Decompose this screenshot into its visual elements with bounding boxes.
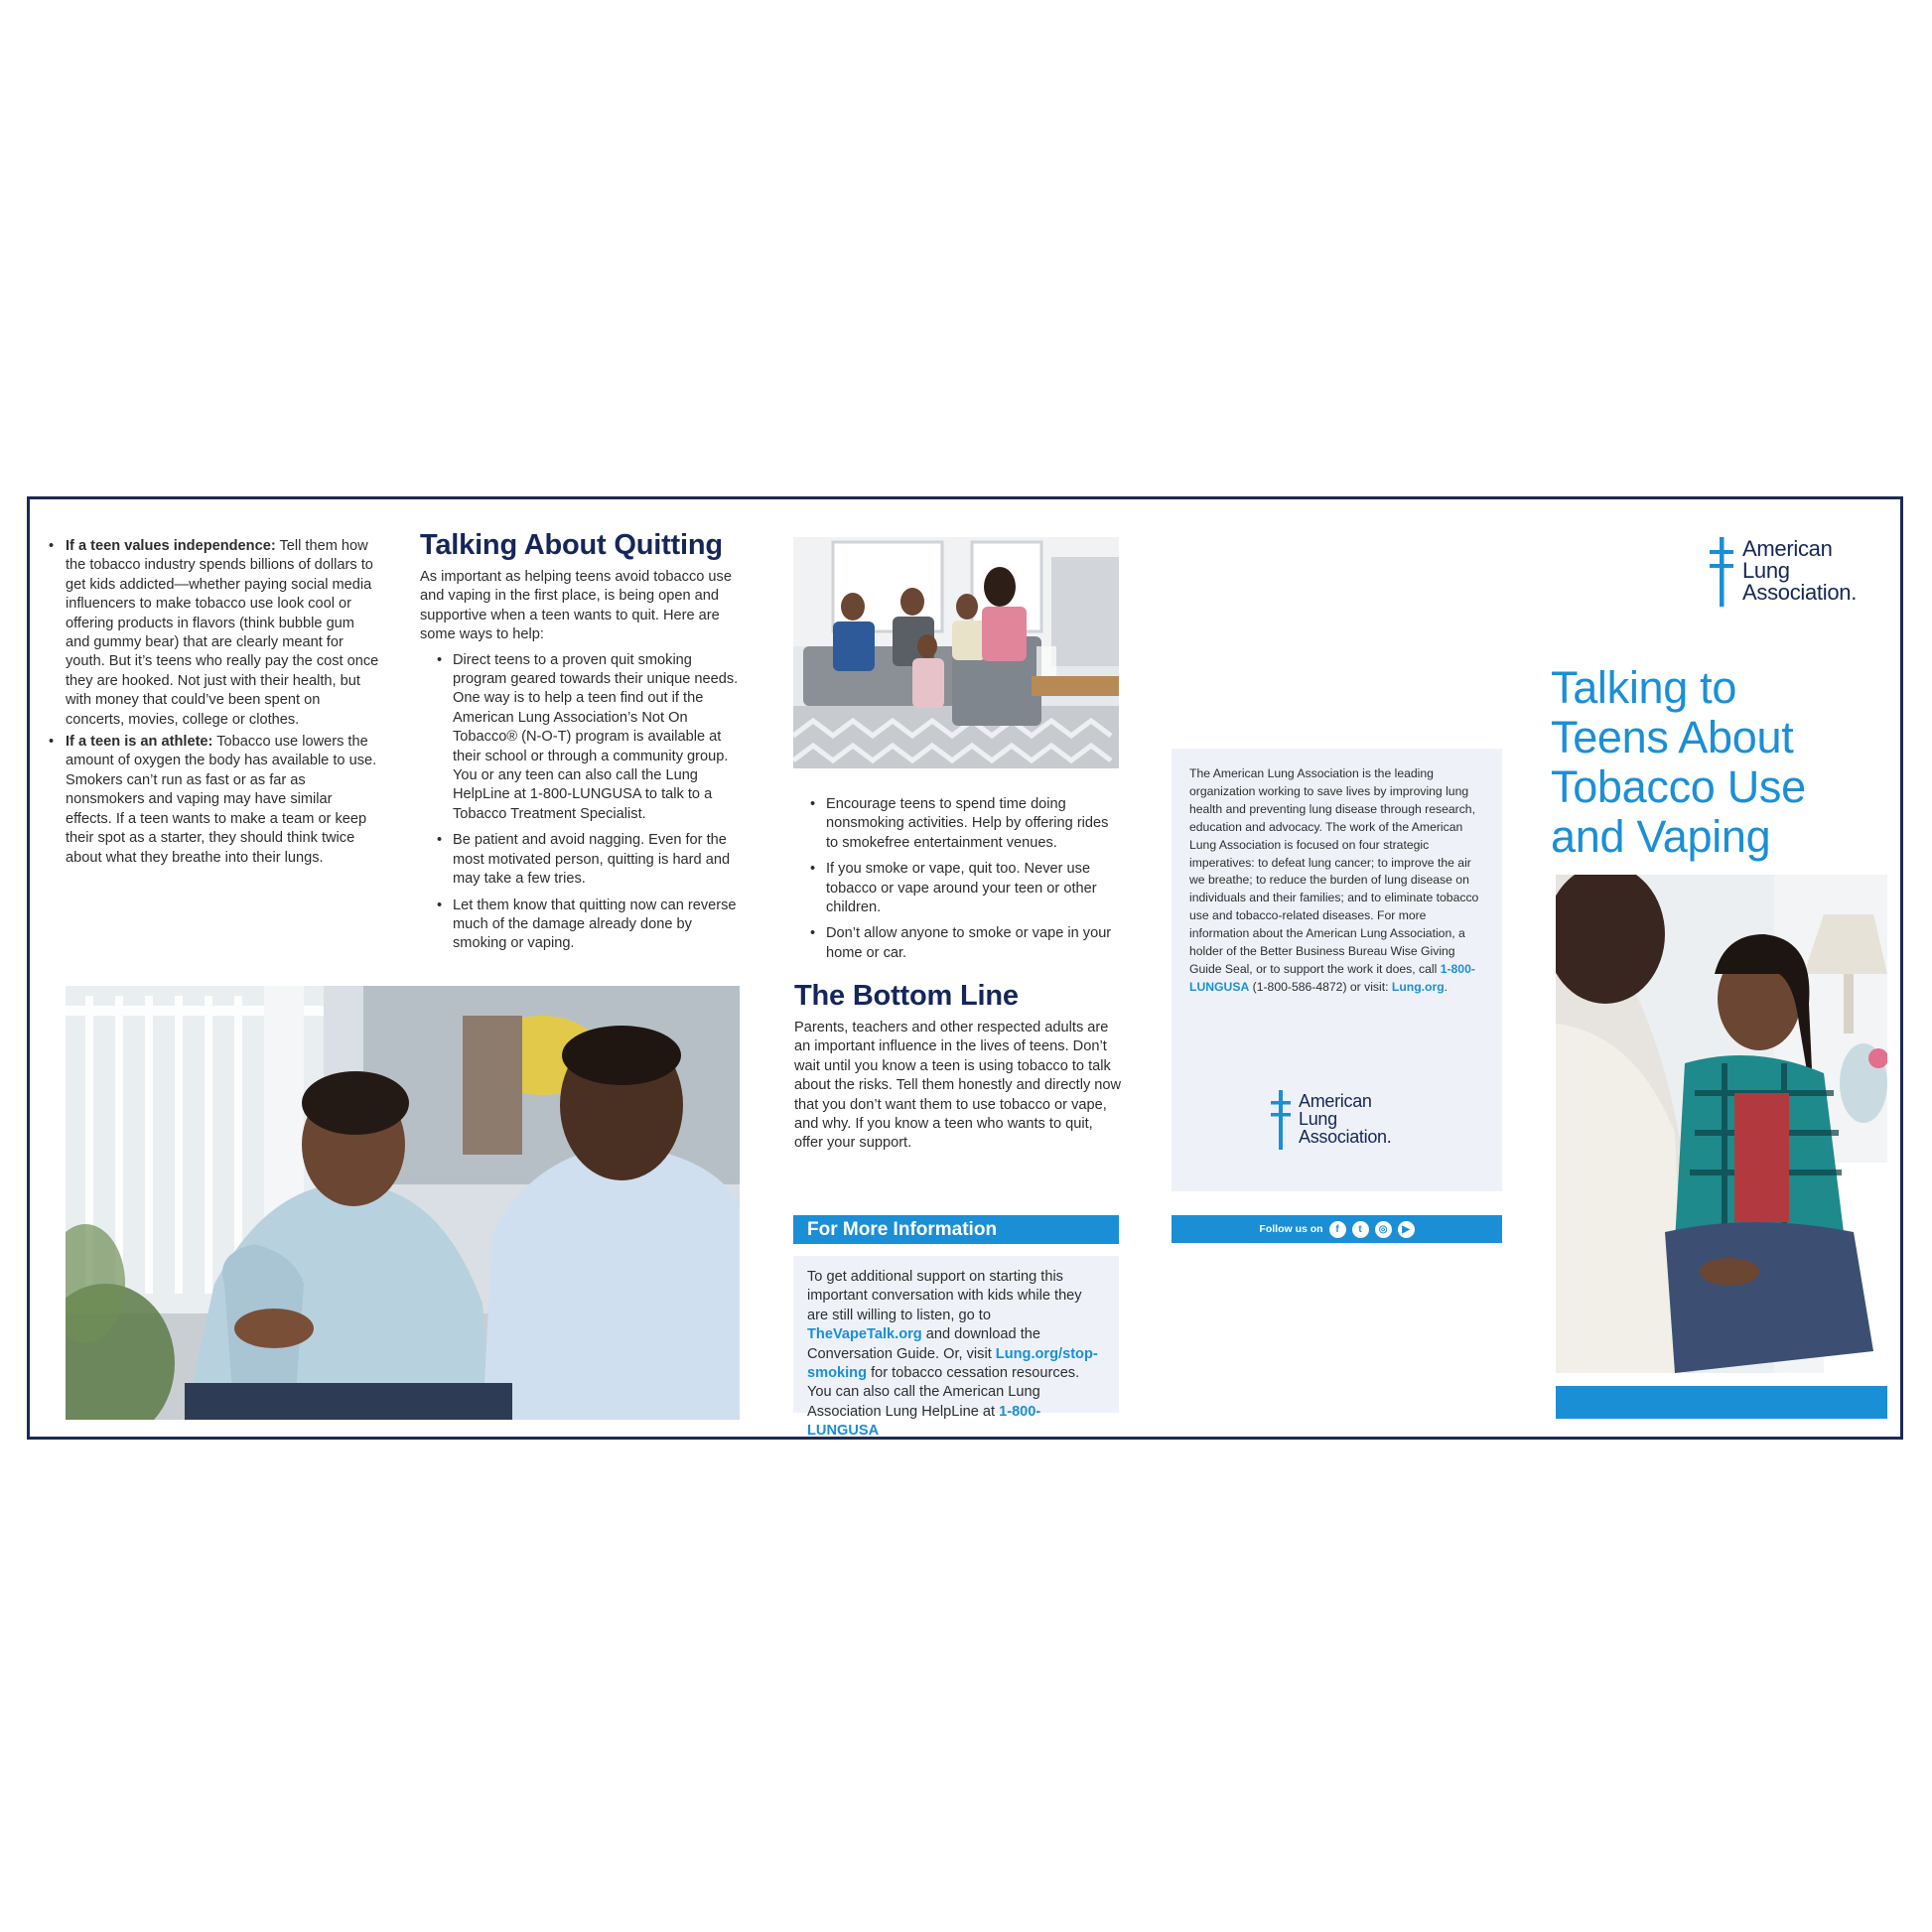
- bottom-line-text: Parents, teachers and other respected adults are an important influence in the lives of teens. Don’t wait until you know a teen is using tobacco to talk about the risks. Tell them honestly and directly now that you don’t want them to use tobacco or vape, and why. If you know a teen who wants to quit, offer your support.: [794, 1020, 1122, 1152]
- quitting-list: [420, 651, 748, 954]
- cover-logo: [1708, 537, 1886, 607]
- bullet-lead: If a teen is an athlete:: [66, 734, 213, 751]
- vapetalk-link[interactable]: TheVapeTalk.org: [807, 1326, 922, 1343]
- cover-title-line: and Vaping: [1551, 811, 1771, 862]
- tips-list: [52, 537, 379, 868]
- follow-us-bar: [1172, 1215, 1502, 1243]
- more-info-text: and download the Conversation Guide. Or, visit: [807, 1326, 1040, 1362]
- list-item: • Encourage teens to spend time doing nonsmoking activities. Help by offering rides to smokefree entertainment venues.: [808, 795, 1122, 853]
- logo-line-1: American: [1742, 536, 1833, 561]
- facebook-icon[interactable]: f: [1329, 1221, 1346, 1238]
- support-list: [794, 795, 1122, 963]
- cover-title-line: Talking to: [1551, 662, 1737, 713]
- bottom-line-section: [794, 980, 1122, 1154]
- bullet-lead: If a teen values independence:: [66, 538, 276, 554]
- helpline-link[interactable]: 1-800-LUNGUSA: [807, 1403, 1041, 1440]
- bullet-text: Tell them how the tobacco industry spends billions of dollars to get kids addicted—whether paying social media influencers to make tobacco use look cool or offering products in flavors (think bubble gum and gummy bear) that are clearly meant for youth. But it’s teens who really pay the cost once they are hooked. Not just with their health, but with money that could’ve been spent on concerts, movies, college or clothes.: [66, 538, 379, 728]
- father-son-photo: [66, 986, 740, 1420]
- instagram-icon[interactable]: ◎: [1375, 1221, 1392, 1238]
- logo-line-3: Association.: [1299, 1127, 1392, 1147]
- about-logo: [1269, 1090, 1418, 1150]
- about-body: .: [1444, 979, 1449, 994]
- about-panel: [1172, 749, 1502, 1191]
- list-item: • Don’t allow anyone to smoke or vape in your home or car.: [808, 924, 1122, 963]
- youtube-icon[interactable]: ▶: [1398, 1221, 1415, 1238]
- list-item: [52, 733, 379, 868]
- logo-line-1: American: [1299, 1091, 1372, 1111]
- logo-line-3: Association.: [1742, 580, 1858, 605]
- list-item: • Direct teens to a proven quit smoking program geared towards their unique needs. One way is to help a teen find out if the American Lung Association’s Not On Tobacco® (N-O-T) program is available at their school or through a community group. You or any teen can also call the Lung HelpLine at 1-800-LUNGUSA to talk to a Tobacco Treatment Specialist.: [435, 651, 748, 825]
- about-text: [1172, 749, 1502, 997]
- cover-title-line: Tobacco Use: [1551, 761, 1806, 812]
- lung-cross-icon: [1708, 537, 1735, 607]
- about-phone-link[interactable]: 1-800-LUNGUSA: [1189, 961, 1475, 994]
- independence-athlete-section: [52, 537, 379, 871]
- more-info-text: for tobacco cessation resources. You can also call the American Lung Association Lung HelpLine at: [807, 1365, 1080, 1420]
- quitting-section: [420, 529, 748, 957]
- quitting-heading: Talking About Quitting: [420, 529, 723, 561]
- lung-org-link[interactable]: Lung.org: [1391, 979, 1445, 994]
- logo-line-2: Lung: [1299, 1109, 1337, 1129]
- brochure-spread: [27, 496, 1903, 1440]
- teen-mother-photo: [1556, 875, 1887, 1373]
- more-info-heading: For More Information: [793, 1215, 1119, 1244]
- bottom-line-heading: The Bottom Line: [794, 980, 1019, 1012]
- follow-us-label: Follow us on: [1259, 1223, 1323, 1235]
- about-body: The American Lung Association is the leading organization working to save lives by improving lung health and preventing lung disease through research, education and advocacy. The work of the American Lung Association is focused on four strategic imperatives: to defeat lung cancer; to improve the air we breathe; to reduce the burden of lung disease on individuals and their families; and to eliminate tobacco use and tobacco-related diseases. For more information about the American Lung Association, a holder of the Better Business Bureau Wise Giving Guide Seal, or to support the work it does, call: [1189, 766, 1479, 976]
- cover-bottom-bar: [1556, 1386, 1887, 1419]
- list-item: [52, 537, 379, 730]
- support-tips-section: [794, 795, 1122, 966]
- list-item: • Be patient and avoid nagging. Even for the most motivated person, quitting is hard and may take a few tries.: [435, 831, 748, 889]
- more-info-box: [793, 1256, 1119, 1440]
- list-item: • Let them know that quitting now can reverse much of the damage already done by smoking or vaping.: [435, 897, 748, 954]
- family-photo: [793, 537, 1119, 768]
- about-body: (1-800-586-4872) or visit:: [1249, 979, 1392, 994]
- logo-line-2: Lung: [1742, 558, 1790, 583]
- lung-cross-icon: [1269, 1090, 1293, 1150]
- stop-smoking-link[interactable]: Lung.org/stop-smoking: [807, 1345, 1098, 1382]
- more-info-text: To get additional support on starting this important conversation with kids while they are still willing to listen, go to: [807, 1269, 1082, 1323]
- twitter-icon[interactable]: t: [1352, 1221, 1369, 1238]
- cover-title-line: Teens About: [1551, 712, 1794, 762]
- quitting-intro: As important as helping teens avoid tobacco use and vaping in the first place, is being open and supportive when a teen wants to quit. Here are some ways to help:: [420, 569, 732, 643]
- cover-title: [1551, 663, 1888, 862]
- list-item: • If you smoke or vape, quit too. Never use tobacco or vape around your teen or other children.: [808, 860, 1122, 917]
- bullet-text: Tobacco use lowers the amount of oxygen the body has available to use. Smokers can’t run as fast or as far as nonsmokers and vaping may have similar effects. If a teen wants to make a team or keep their spot as a starter, they should think twice about what they breathe into their lungs.: [66, 734, 377, 866]
